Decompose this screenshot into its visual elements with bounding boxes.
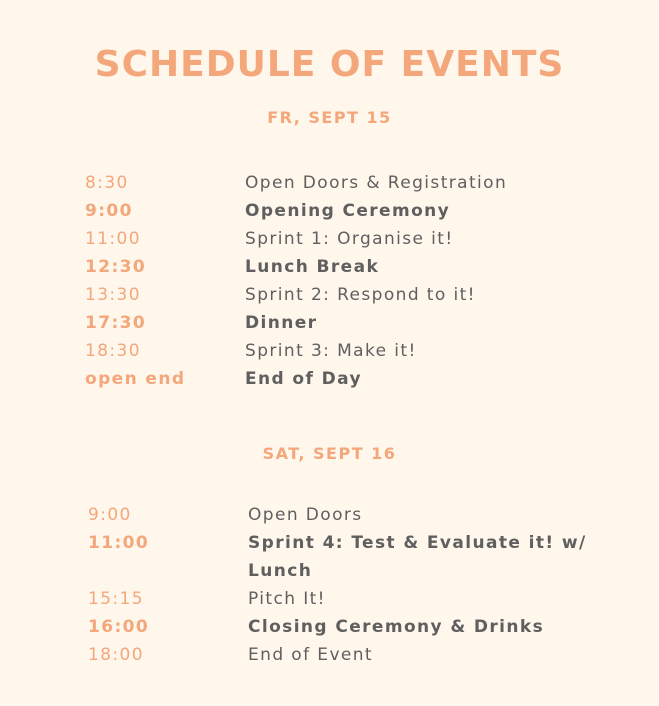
event-time: 12:30	[85, 257, 147, 277]
event-time: 13:30	[85, 285, 141, 305]
event-time: 18:00	[88, 645, 144, 665]
event-time: 9:00	[88, 505, 132, 525]
event-title: Lunch Break	[245, 257, 380, 277]
event-time: 18:30	[85, 341, 141, 361]
event-time: 17:30	[85, 313, 147, 333]
schedule-row	[85, 365, 575, 393]
schedule-row	[85, 169, 575, 197]
day-heading-friday: FR, SEPT 15	[267, 108, 392, 127]
schedule-row	[85, 253, 575, 281]
event-title: Sprint 4: Test & Evaluate it! w/ Lunch	[248, 533, 587, 581]
schedule-row	[85, 197, 575, 225]
schedule-row	[88, 501, 598, 529]
event-title: End of Event	[248, 645, 374, 665]
schedule-row	[85, 281, 575, 309]
event-time: 8:30	[85, 173, 129, 193]
event-title: Sprint 3: Make it!	[245, 341, 417, 361]
event-title: Sprint 2: Respond to it!	[245, 285, 476, 305]
event-title: Pitch It!	[248, 589, 326, 609]
event-time: 11:00	[88, 533, 150, 553]
schedule-row	[88, 585, 598, 613]
event-time: 9:00	[85, 201, 133, 221]
event-title: Opening Ceremony	[245, 201, 451, 221]
schedule-row	[85, 337, 575, 365]
schedule-row	[88, 641, 598, 669]
schedule-row	[85, 309, 575, 337]
event-time: 15:15	[88, 589, 144, 609]
event-time: open end	[85, 369, 186, 389]
event-time: 11:00	[85, 229, 141, 249]
event-title: Open Doors	[248, 505, 363, 525]
schedule-row	[88, 613, 598, 641]
page-title: SCHEDULE OF EVENTS	[94, 44, 565, 86]
event-time: 16:00	[88, 617, 150, 637]
event-title: Open Doors & Registration	[245, 173, 508, 193]
schedule-row	[88, 529, 598, 585]
day-heading-saturday: SAT, SEPT 16	[262, 444, 397, 463]
schedule-row	[85, 225, 575, 253]
event-title: Dinner	[245, 313, 318, 333]
friday-schedule-list	[85, 169, 575, 393]
saturday-schedule-list	[88, 501, 598, 669]
event-title: End of Day	[245, 369, 362, 389]
event-title: Sprint 1: Organise it!	[245, 229, 454, 249]
event-title: Closing Ceremony & Drinks	[248, 617, 545, 637]
